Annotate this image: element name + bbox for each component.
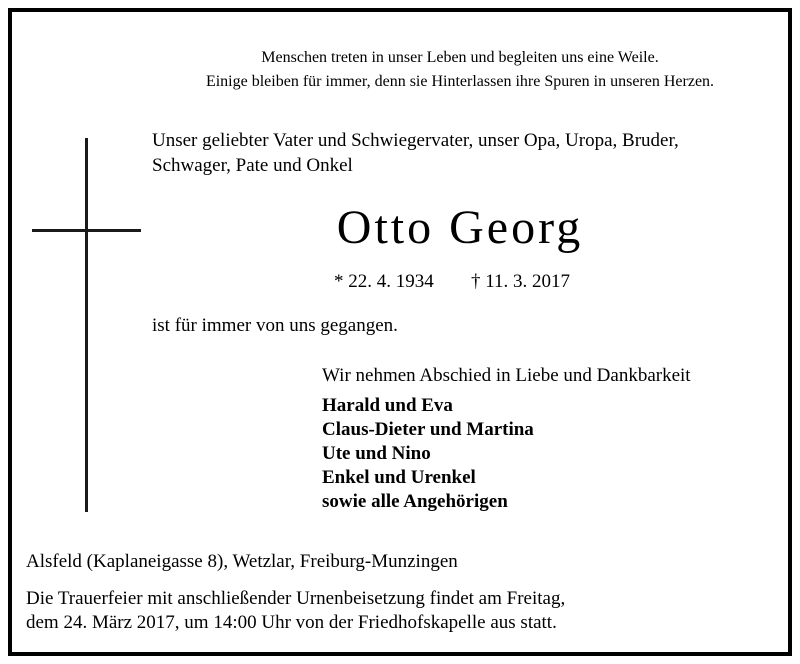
motto-line: Einige bleiben für immer, denn sie Hinterlassen ihre Spuren in unseren Herzen. [205,73,715,90]
farewell-text: Wir nehmen Abschied in Liebe und Dankbarkeit [322,365,691,386]
motto-line: Menschen treten in unser Leben und begleiten uns eine Weile. [261,49,659,66]
deceased-name: Otto Georg [336,201,584,254]
passed-text: ist für immer von uns gegangen. [152,315,398,336]
place-line: Alsfeld (Kaplaneigasse 8), Wetzlar, Freiburg-Munzingen [26,551,458,572]
funeral-info [26,587,565,635]
mourner-item: Enkel und Urenkel [322,467,476,488]
intro-line: Schwager, Pate und Onkel [152,155,353,176]
mourner-item: sowie alle Angehörigen [322,491,508,512]
motto [140,46,780,94]
mourner-item: Ute und Nino [322,443,431,464]
intro-line: Unser geliebter Vater und Schwiegervater, unser Opa, Uropa, Bruder, [152,130,679,151]
cross-icon-crossbar [32,229,141,232]
funeral-line: Die Trauerfeier mit anschließender Urnenbeisetzung findet am Freitag, [26,588,566,609]
mourner-item: Claus-Dieter und Martina [322,419,534,440]
intro-text [152,128,679,178]
funeral-line: dem 24. März 2017, um 14:00 Uhr von der Friedhofskapelle aus statt. [26,612,557,633]
cross-icon [85,138,88,512]
mourners-list [322,394,534,514]
mourner-item: Harald und Eva [322,395,453,416]
birth-date: * 22. 4. 1934 [334,271,434,292]
death-date: † 11. 3. 2017 [471,271,571,292]
